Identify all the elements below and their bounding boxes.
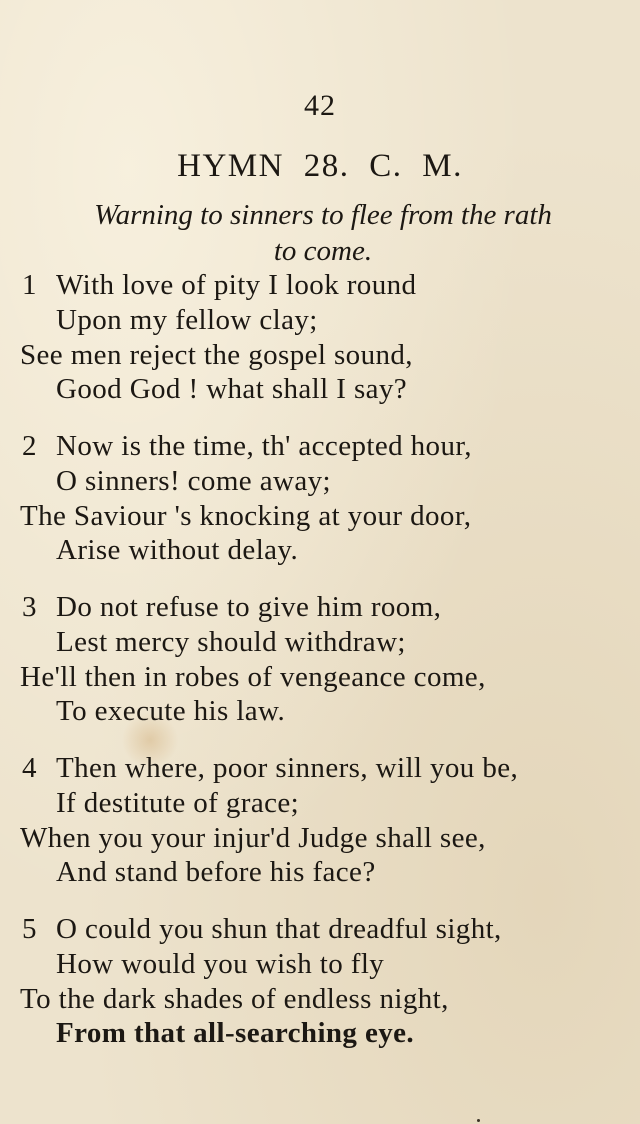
stanza-4-line-4: And stand before his face? <box>56 856 376 888</box>
stanza-2-line-4: Arise without delay. <box>56 534 299 566</box>
stanza-2-line-3: The Saviour 's knocking at your door, <box>20 500 472 532</box>
stanza-2-number: 2 <box>22 430 37 462</box>
stanza-1-line-3: See men reject the gospel sound, <box>20 339 413 371</box>
stanza-3-number: 3 <box>22 591 37 623</box>
stanza-3-line-1 <box>22 590 441 624</box>
stanza-2-line-2: O sinners! come away; <box>56 465 331 497</box>
stanza-line-text: Now is the time, th' accepted hour, <box>56 430 472 462</box>
stanza-3-line-3: He'll then in robes of vengeance come, <box>20 661 486 693</box>
stanza-4-line-1 <box>22 751 518 785</box>
stanza-1-line-4: Good God ! what shall I say? <box>56 373 408 405</box>
stanza-5-number: 5 <box>22 913 37 945</box>
stanza-4-line-3: When you your injur'd Judge shall see, <box>20 822 486 854</box>
stanza-5-line-2: How would you wish to fly <box>56 948 385 980</box>
page-number: 42 <box>304 89 336 122</box>
stanza-line-text: Do not refuse to give him room, <box>56 591 442 623</box>
stanza-1-number: 1 <box>22 269 37 301</box>
hymn-subtitle <box>28 197 618 269</box>
stanza-5-line-1 <box>22 912 502 946</box>
stanza-line-text: O could you shun that dreadful sight, <box>56 913 502 945</box>
stanza-2-line-1 <box>22 429 472 463</box>
stanza-5-line-4: From that all-searching eye. <box>56 1017 415 1049</box>
stanza-4-number: 4 <box>22 752 37 784</box>
stanza-5-line-3: To the dark shades of endless night, <box>20 983 449 1015</box>
subtitle-line-2: to come. <box>273 235 373 267</box>
stanza-line-text: Then where, poor sinners, will you be, <box>56 752 519 784</box>
stanza-1-line-2: Upon my fellow clay; <box>56 304 318 336</box>
stanza-line-text: With love of pity I look round <box>56 269 417 301</box>
stanza-1-line-1 <box>22 268 416 302</box>
stanza-4-line-2: If destitute of grace; <box>56 787 300 819</box>
ink-speck <box>477 1119 480 1122</box>
stanza-3-line-2: Lest mercy should withdraw; <box>56 626 406 658</box>
stanza-3-line-4: To execute his law. <box>56 695 286 727</box>
hymn-title: HYMN 28. C. M. <box>177 148 463 184</box>
subtitle-line-1: Warning to sinners to flee from the rath <box>94 199 552 231</box>
